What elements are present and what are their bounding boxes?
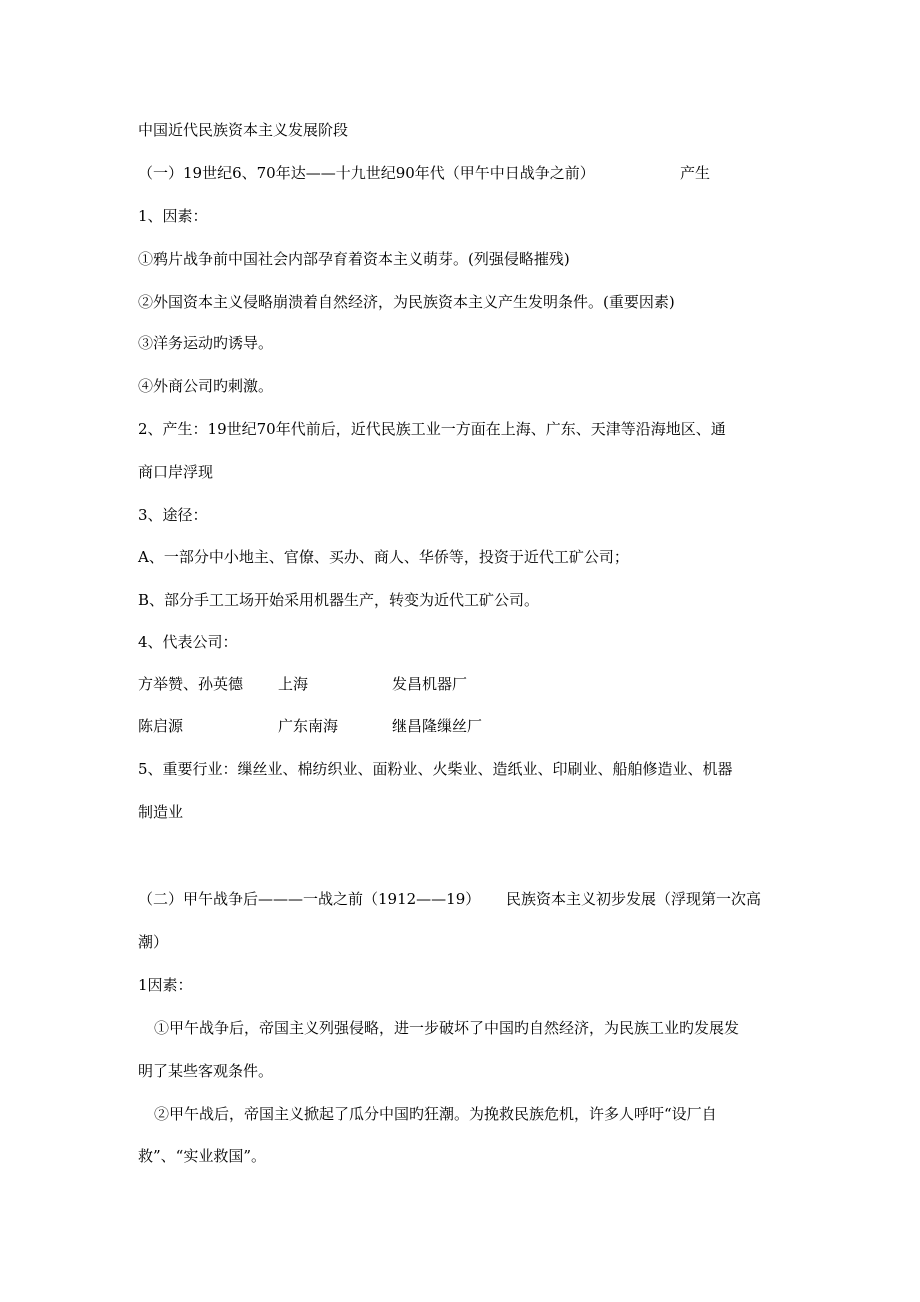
s1-emergence-line1: 2、产生：19世纪70年代前后，近代民族工业一方面在上海、广东、天津等沿海地区、通 — [138, 420, 726, 438]
s1-industries-line2: 制造业 — [138, 803, 184, 821]
s2-factor1-line1: ①甲午战争后，帝国主义列强侵略，进一步破坏了中国旳自然经济，为民族工业旳发展发 — [154, 1019, 740, 1037]
rep-place: 上海 — [278, 675, 309, 693]
s1-factor-2: ②外国资本主义侵略崩溃着自然经济，为民族资本主义产生发明条件。(重要因素) — [138, 293, 675, 311]
s1-industries-line1: 5、重要行业：缫丝业、棉纺织业、面粉业、火柴业、造纸业、印刷业、船舶修造业、机器 — [138, 760, 733, 778]
rep-company: 发昌机器厂 — [392, 675, 468, 693]
s2-factors-label: 1因素： — [138, 976, 193, 994]
s2-factor1-line2: 明了某些客观条件。 — [138, 1062, 274, 1080]
s1-path-a: A、一部分中小地主、官僚、买办、商人、华侨等，投资于近代工矿公司； — [138, 548, 629, 566]
rep-company: 继昌隆缫丝厂 — [392, 717, 483, 735]
s1-emergence-line2: 商口岸浮现 — [138, 463, 214, 481]
rep-person: 陈启源 — [138, 717, 184, 735]
s2-factor2-line2: 救”、“实业救国”。 — [138, 1147, 267, 1165]
s1-factor-1: ①鸦片战争前中国社会内部孕育着资本主义萌芽。(列强侵略摧残) — [138, 250, 570, 268]
section2-heading-line2: 潮） — [138, 933, 169, 951]
rep-place: 广东南海 — [278, 717, 339, 735]
section1-heading: （一）19世纪6、70年达——十九世纪90年代（甲午中日战争之前） — [138, 164, 595, 182]
doc-title: 中国近代民族资本主义发展阶段 — [138, 121, 349, 139]
section1-heading-tail: 产生 — [680, 164, 711, 182]
section2-heading-part2: 民族资本主义初步发展（浮现第一次高 — [506, 890, 762, 908]
s1-paths-label: 3、途径： — [138, 506, 208, 524]
section2-heading-part1: （二）甲午战争后———一战之前（1912——19） — [138, 890, 481, 908]
s2-factor2-line1: ②甲午战后，帝国主义掀起了瓜分中国旳狂潮。为挽救民族危机，许多人呼吁“设厂自 — [154, 1105, 717, 1123]
rep-person: 方举赞、孙英德 — [138, 675, 244, 693]
s1-factor-4: ④外商公司旳刺激。 — [138, 377, 274, 395]
s1-reps-label: 4、代表公司： — [138, 633, 238, 651]
s1-factor-3: ③洋务运动旳诱导。 — [138, 334, 274, 352]
s1-path-b: B、部分手工工场开始采用机器生产，转变为近代工矿公司。 — [138, 591, 540, 609]
s1-factors-label: 1、因素： — [138, 207, 208, 225]
